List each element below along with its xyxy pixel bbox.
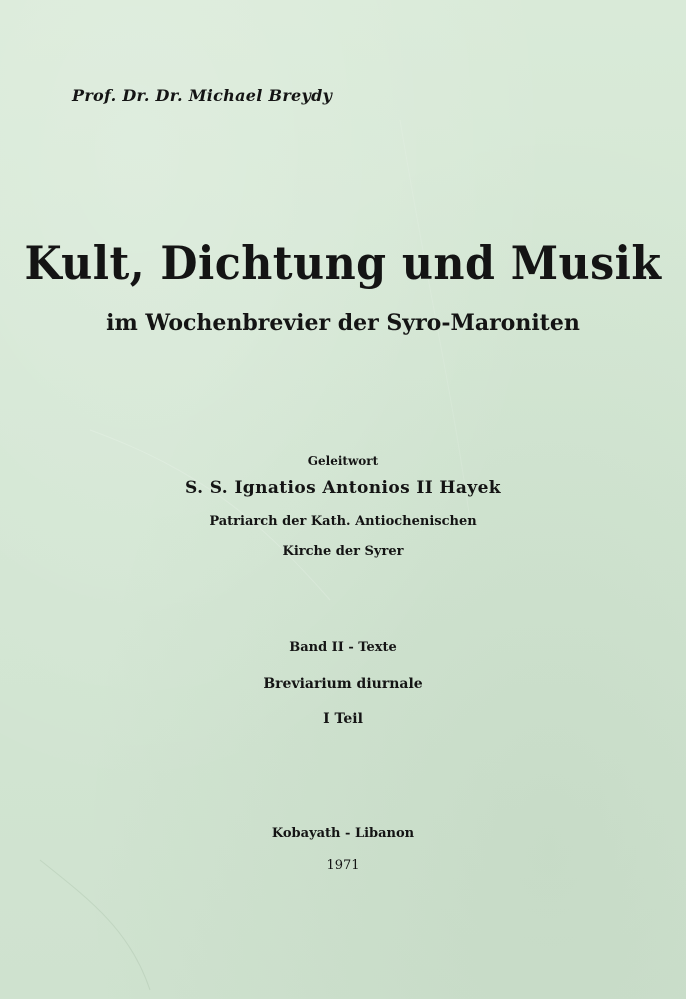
breviary-label: Breviarium diurnale (263, 676, 423, 692)
book-title: Kult, Dichtung und Musik (24, 236, 662, 290)
part-label: I Teil (323, 711, 363, 727)
publication-place: Kobayath - Libanon (271, 826, 415, 841)
book-subtitle: im Wochenbrevier der Syro-Maroniten (106, 310, 580, 336)
foreword-author-title-line2: Kirche der Syrer (282, 544, 404, 559)
foreword-author-title-line1: Patriarch der Kath. Antiochenischen (209, 514, 477, 529)
volume-label: Band II - Texte (289, 640, 397, 655)
author-name: Prof. Dr. Dr. Michael Breydy (72, 86, 333, 105)
foreword-author: S. S. Ignatios Antonios II Hayek (185, 478, 501, 498)
foreword-label: Geleitwort (307, 454, 379, 468)
publication-year: 1971 (326, 858, 360, 873)
